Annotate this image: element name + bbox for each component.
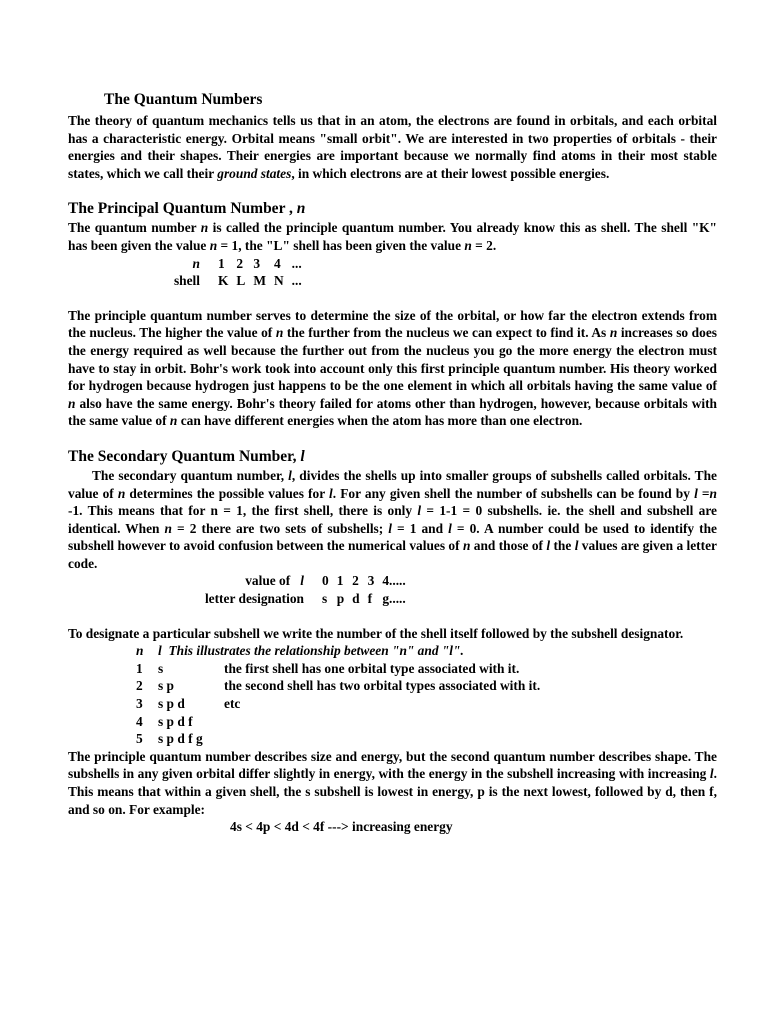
subshell-row: 2 s p the second shell has two orbital types associated with it.: [136, 678, 541, 694]
document-page: [68, 90, 717, 836]
principal-paragraph-2: The principle quantum number serves to determine the size of the orbital, or how far the electron extends from the nucleus. The higher the value of n the further from the nucleus we can expect to find it. As n increases so does the energy required as well because the further out from the nucleus you go the more energy the electron must have to stay in orbit. Bohr's work took into account only this first principle quantum number. His theory worked for hydrogen because hydrogen just happens to be the one element in which all orbitals having the same value of n also have the same energy. Bohr's theory failed for atoms other than hydrogen, however, because orbitals with the same value of n can have different energies when the atom has more than one electron.: [68, 307, 717, 429]
subshell-row: 3 s p d etc: [136, 696, 241, 712]
principal-heading: The Principal Quantum Number , n: [68, 200, 306, 218]
secondary-heading: The Secondary Quantum Number, l: [68, 447, 305, 465]
letter-code-table: [172, 572, 410, 607]
secondary-paragraph-1: The secondary quantum number, l, divides the shells up into smaller groups of subshells called orbitals. The value of n determines the possible values for l. For any given shell the number of subshells can be found by l =n -1. This means that for n = 1, the first shell, there is only l = 1-1 = 0 subshells. ie. the shell and subshell are identical. When n = 2 there are two sets of subshells; l = 1 and l = 0. A number could be used to identify the subshell however to avoid confusion between the numerical values of n and those of l the l values are given a letter code.: [68, 467, 717, 571]
page-title: The Quantum Numbers: [104, 91, 263, 108]
secondary-paragraph-2: To designate a particular subshell we write the number of the shell itself followed by the subshell designator.: [68, 625, 684, 641]
shell-table: [166, 255, 306, 290]
subshell-header-row: n l This illustrates the relationship between "n" and "l".: [136, 643, 464, 659]
subshell-row: 4 s p d f: [136, 713, 193, 729]
shell-table-row: shell K L M N ...: [173, 273, 302, 289]
letter-code-row: value of l 0 1 2 3 4.....: [245, 573, 406, 589]
energy-order-example: 4s < 4p < 4d < 4f ---> increasing energy: [230, 819, 453, 835]
secondary-paragraph-3: The principle quantum number describes size and energy, but the second quantum number describes shape. The subshells in any given orbital differ slightly in energy, with the energy in the subshell increasing with increasing l. This means that within a given shell, the s subshell is lowest in energy, p is the next lowest, followed by d, then f, and so on. For example:: [68, 748, 717, 817]
subshell-table: [136, 642, 540, 748]
subshell-row: 1 s the first shell has one orbital type associated with it.: [136, 660, 520, 676]
intro-paragraph: The theory of quantum mechanics tells us that in an atom, the electrons are found in orbitals, and each orbital has a characteristic energy. Orbital means "small orbit". We are interested in two properties of orbitals - their energies and their shapes. Their energies are important because we normally find atoms in their most stable states, which we call their ground states, in which electrons are at their lowest possible energies.: [68, 113, 717, 181]
letter-code-row: letter designation s p d f g.....: [204, 591, 406, 607]
shell-table-row: n 1 2 3 4 ...: [192, 255, 302, 271]
principal-paragraph-1: The quantum number n is called the principle quantum number. You already know this as shell. The shell "K" has been given the value n = 1, the "L" shell has been given the value n = 2.: [68, 220, 717, 253]
subshell-row: 5 s p d f g: [136, 731, 203, 747]
